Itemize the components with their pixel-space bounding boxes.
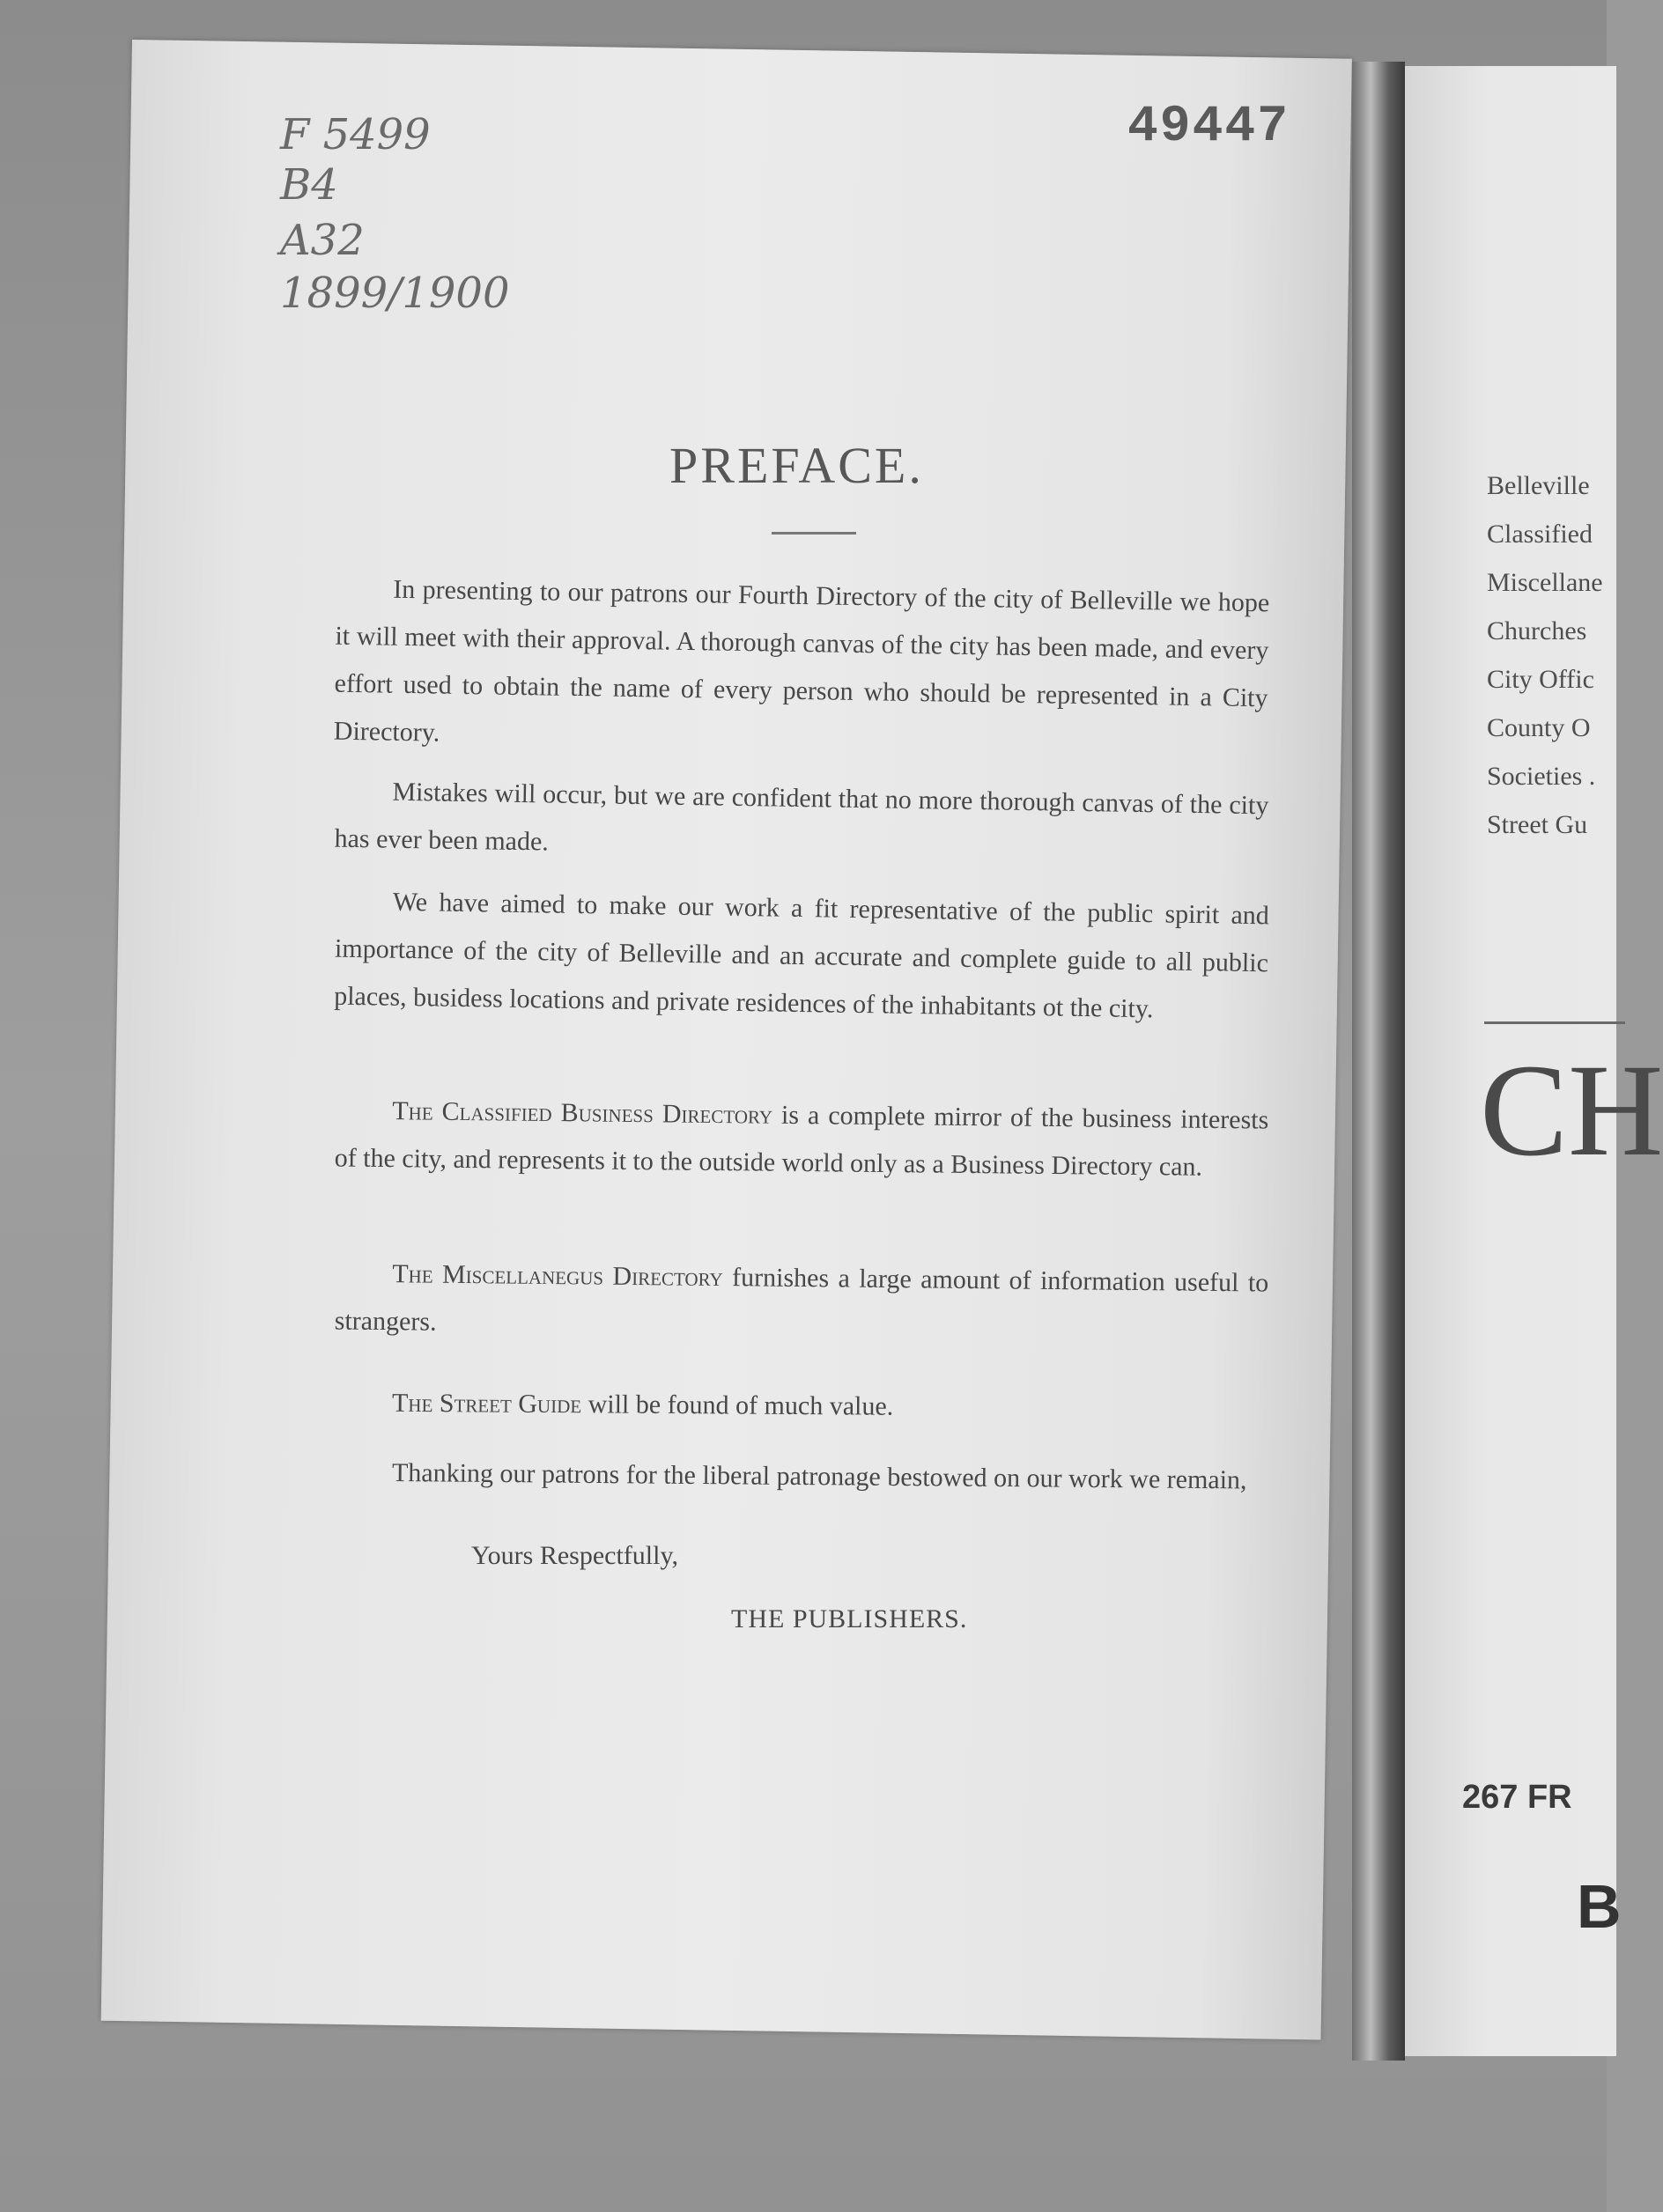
toc-item: Belleville — [1487, 471, 1590, 500]
right-page-letter-fragment: B — [1577, 1872, 1622, 1941]
classified-directory-label: The Classified Business Directory — [392, 1096, 773, 1130]
preface-paragraph-2: Mistakes will occur, but we are confident that no more thorough canvas of the city has ever been made. — [334, 777, 1269, 857]
right-page-address-fragment: 267 FR — [1462, 1779, 1572, 1816]
handwritten-call-number-line-3: A32 — [280, 216, 365, 265]
toc-item: Classified — [1487, 520, 1593, 549]
page-title: PREFACE. — [669, 437, 924, 494]
book-gutter — [1352, 62, 1405, 2061]
title-rule — [772, 532, 856, 535]
miscellaneous-directory-label: The Miscellanegus Directory — [392, 1259, 723, 1293]
preface-paragraph-7: Thanking our patrons for the liberal patronage bestowed on our work we remain, — [391, 1457, 1247, 1495]
preface-paragraph-5 — [334, 1250, 1268, 1354]
preface-paragraph-3: We have aimed to make our work a fit representative of the public spirit and importance of the city of Belleville and an accurate and complete guide to all public places, busidess locations and private residences of the inhabitants ot the city. — [333, 887, 1270, 1024]
preface-paragraph-1: In presenting to our patrons our Fourth Directory of the city of Belleville we hope it will meet with their approval. A thorough canvas of the city has been made, and every effort used to obtain the name of every person who should be represented in a City Directory. — [333, 574, 1270, 748]
paragraph-4-text: is a complete mirror of the business interests of the city, and represents it to the outside world only as a Business Directory can. — [334, 1100, 1269, 1182]
handwritten-call-number-line-4: 1899/1900 — [280, 269, 510, 318]
publisher-signature: THE PUBLISHERS. — [731, 1604, 968, 1633]
handwritten-call-number-line-2: B4 — [280, 160, 338, 210]
right-page-rule — [1484, 1021, 1625, 1024]
catalog-number: 49447 — [1127, 99, 1290, 156]
preface-paragraph-4 — [334, 1087, 1268, 1191]
toc-item: Street Gu — [1487, 810, 1588, 839]
right-page-heading-fragment: CH — [1480, 1037, 1663, 1183]
left-page — [101, 40, 1352, 2039]
paragraph-6-text: will be found of much value. — [581, 1390, 894, 1421]
street-guide-label: The Street Guide — [391, 1388, 582, 1419]
toc-item: County O — [1487, 713, 1591, 742]
preface-paragraph-6 — [335, 1379, 1268, 1433]
toc-item: Churches — [1487, 616, 1587, 645]
paragraph-5-text: furnishes a large amount of information useful to strangers. — [334, 1263, 1269, 1337]
closing-salutation: Yours Respectfully, — [471, 1541, 679, 1570]
handwritten-call-number-line-1: F 5499 — [280, 110, 431, 159]
toc-item: City Offic — [1487, 665, 1594, 694]
toc-item: Societies . — [1487, 762, 1596, 791]
toc-item: Miscellane — [1487, 568, 1603, 597]
